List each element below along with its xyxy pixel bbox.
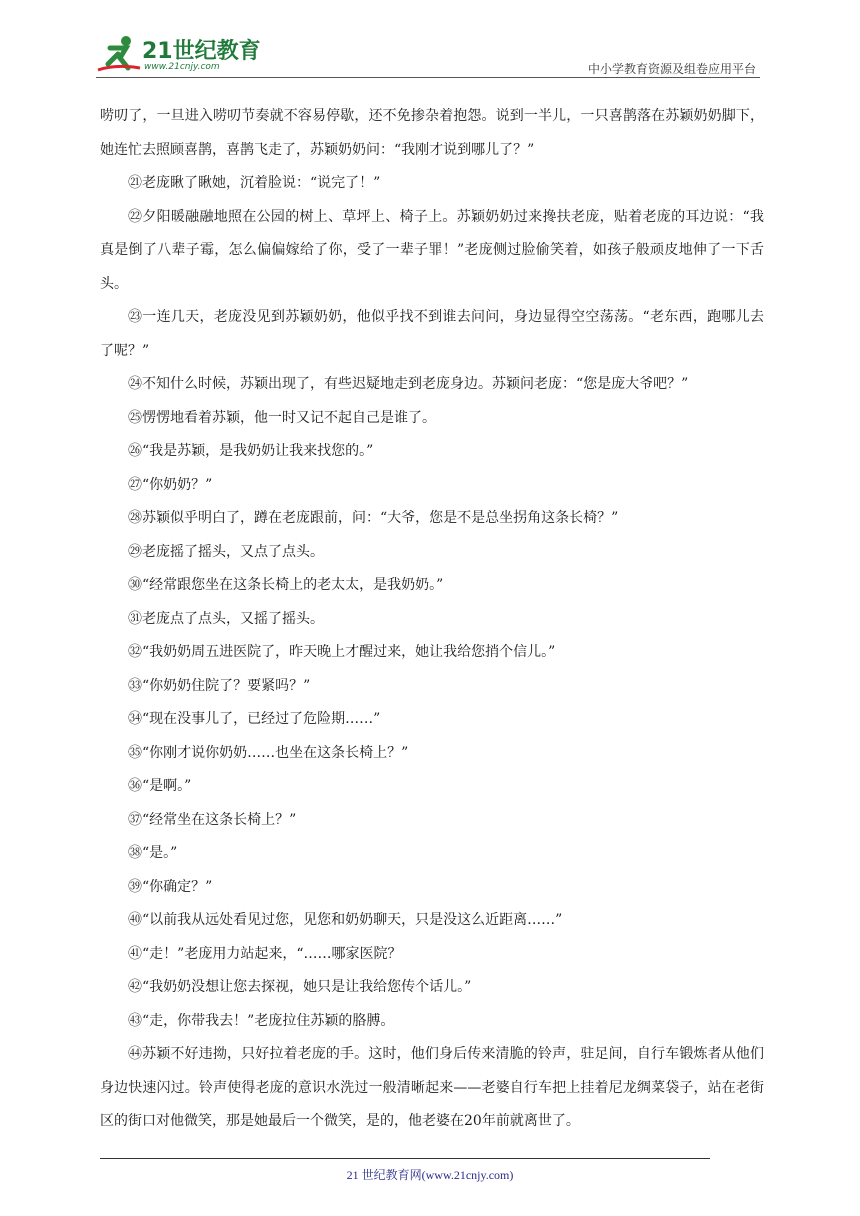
paragraph-36: ㊱“是啊。” xyxy=(128,778,192,794)
paragraph-23: ㉓一连几天，老庞没见到苏颖奶奶，他似乎找不到谁去问问，身边显得空空荡荡。“老东西，跑哪儿去了呢？” xyxy=(100,309,764,359)
paragraph-38: ㊳“是。” xyxy=(128,845,178,861)
logo-text: 21世纪教育 xyxy=(142,39,261,64)
paragraph-25: ㉕愣愣地看着苏颖，他一时又记不起自己是谁了。 xyxy=(128,409,436,426)
article-body xyxy=(100,100,764,1139)
paragraph-26: ㉖“我是苏颖，是我奶奶让我来找您的。” xyxy=(128,443,374,459)
paragraph-40: ㊵“以前我从远处看见过您，见您和奶奶聊天，只是没这么近距离……” xyxy=(128,912,563,928)
paragraph-32: ㉜“我奶奶周五进医院了，昨天晚上才醒过来，她让我给您捎个信儿。” xyxy=(128,644,556,660)
paragraph-37: ㊲“经常坐在这条长椅上？” xyxy=(128,811,297,828)
paragraph-39: ㊴“你确定？” xyxy=(128,878,213,895)
paragraph-43: ㊸“走，你带我去！”老庞拉住苏颖的胳膊。 xyxy=(128,1012,395,1029)
paragraph-42: ㊷“我奶奶没想让您去探视，她只是让我给您传个话儿。” xyxy=(128,979,472,995)
page-header xyxy=(96,28,760,80)
logo-url: www.21cnjy.com xyxy=(144,62,220,72)
paragraph-continued: 唠叨了，一旦进入唠叨节奏就不容易停歇，还不免掺杂着抱怨。说到一半儿，一只喜鹊落在苏颖奶奶脚下，她连忙去照顾喜鹊，喜鹊飞走了，苏颖奶奶问：“我刚才说到哪儿了？” xyxy=(100,108,764,158)
paragraph-33: ㉝“你奶奶住院了？要紧吗？” xyxy=(128,677,311,694)
runner-icon xyxy=(96,34,142,74)
paragraph-44: ㊹苏颖不好违拗，只好拉着老庞的手。这时，他们身后传来清脆的铃声，驻足间，自行车锻炼者从他们身边快速闪过。铃声使得老庞的意识水洗过一般清晰起来——老婆自行车把上挂着尼龙绸菜袋子，站在老街区的街口对他微笑，那是她最后一个微笑，是的，他老婆在20年前就离世了。 xyxy=(100,1046,764,1129)
paragraph-22: ㉒夕阳暖融融地照在公园的树上、草坪上、椅子上。苏颖奶奶过来搀扶老庞，贴着老庞的耳边说：“我真是倒了八辈子霉，怎么偏偏嫁给了你，受了一辈子罪！”老庞侧过脸偷笑着，如孩子般顽皮地伸了一下舌头。 xyxy=(100,208,764,292)
paragraph-24: ㉔不知什么时候，苏颖出现了，有些迟疑地走到老庞身边。苏颖问老庞：“您是庞大爷吧？” xyxy=(128,376,689,392)
paragraph-28: ㉘苏颖似乎明白了，蹲在老庞跟前，问：“大爷，您是不是总坐拐角这条长椅？” xyxy=(128,510,619,526)
header-divider xyxy=(96,77,760,78)
paragraph-41: ㊶“走！”老庞用力站起来，“……哪家医院？ xyxy=(128,945,402,962)
footer-link[interactable]: 21 世纪教育网(www.21cnjy.com) xyxy=(346,1168,514,1182)
paragraph-27: ㉗“你奶奶？” xyxy=(128,476,213,493)
paragraph-29: ㉙老庞摇了摇头，又点了点头。 xyxy=(128,543,324,560)
paragraph-31: ㉛老庞点了点头，又摇了摇头。 xyxy=(128,610,324,627)
footer-divider xyxy=(100,1158,710,1159)
paragraph-21: ㉑老庞瞅了瞅她，沉着脸说：“说完了！” xyxy=(128,175,381,191)
paragraph-35: ㉟“你刚才说你奶奶……也坐在这条长椅上？” xyxy=(128,744,409,761)
platform-name: 中小学教育资源及组卷应用平台 xyxy=(587,62,756,76)
paragraph-34: ㉞“现在没事儿了，已经过了危险期……” xyxy=(128,711,381,727)
paragraph-30: ㉚“经常跟您坐在这条长椅上的老太太，是我奶奶。” xyxy=(128,577,444,593)
site-logo[interactable] xyxy=(96,34,266,78)
